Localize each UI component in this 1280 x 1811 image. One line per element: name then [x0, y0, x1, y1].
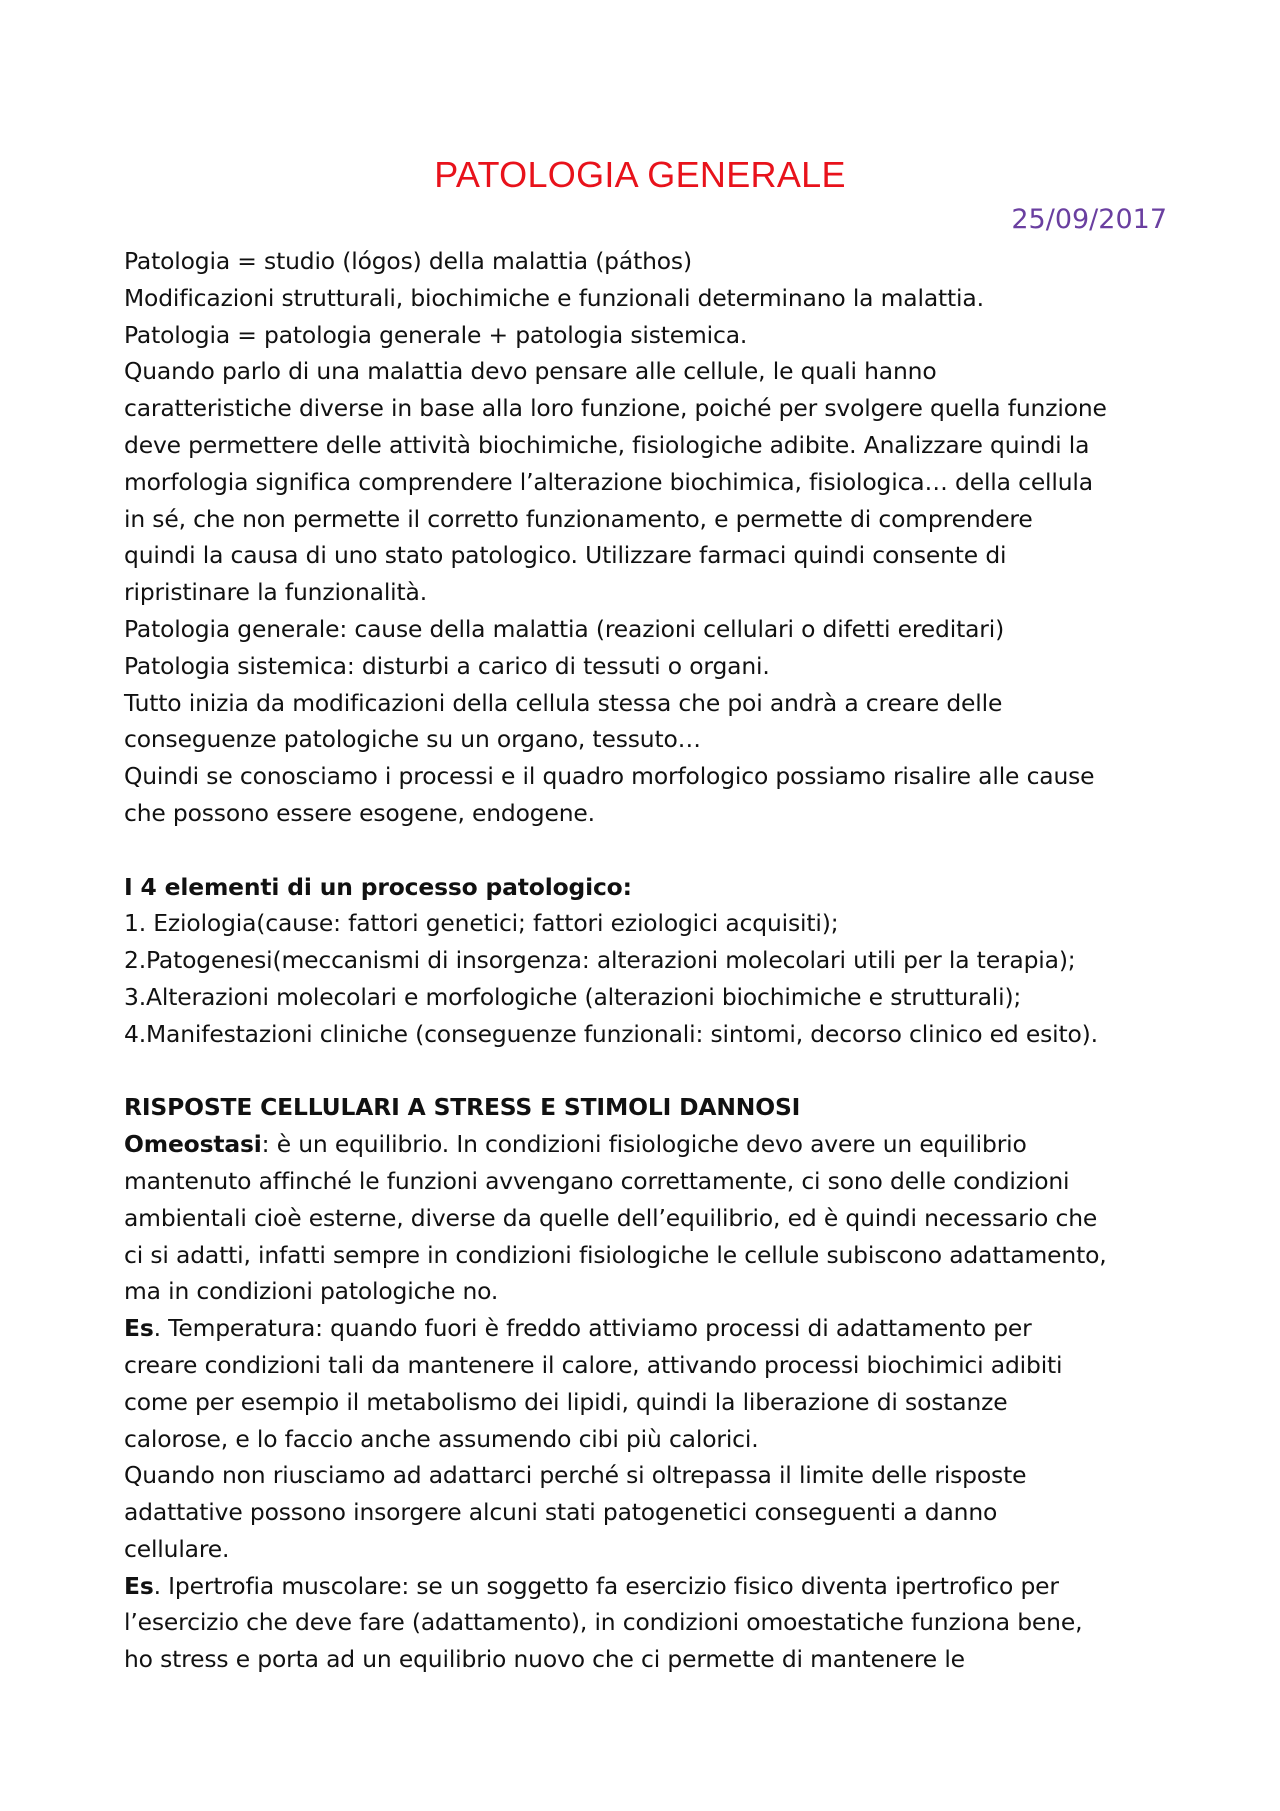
text-line: calorose, e lo faccio anche assumendo cibi più calorici.: [124, 1424, 759, 1453]
document-title: PATOLOGIA GENERALE: [434, 154, 846, 195]
text-line: adattative possono insorgere alcuni stati patogenetici conseguenti a danno: [124, 1498, 998, 1527]
term-es: Es: [124, 1571, 154, 1600]
text-line: creare condizioni tali da mantenere il calore, attivando processi biochimici adibiti: [124, 1350, 1063, 1379]
text-line: Modificazioni strutturali, biochimiche e funzionali determinano la malattia.: [124, 283, 984, 312]
text-line: Patologia sistemica: disturbi a carico di tessuti o organi.: [124, 651, 770, 680]
text-line: quindi la causa di uno stato patologico. Utilizzare farmaci quindi consente di: [124, 541, 1007, 570]
text-line: [124, 1126, 1184, 1163]
text-line: ripristinare la funzionalità.: [124, 578, 428, 607]
paragraph-spacer: [124, 1053, 1184, 1090]
text-line: cellulare.: [124, 1534, 230, 1563]
document-body: [124, 243, 1184, 1678]
text-line: conseguenze patologiche su un organo, tessuto…: [124, 725, 701, 754]
text-line: in sé, che non permette il corretto funzionamento, e permette di comprendere: [124, 504, 1033, 533]
text-line: ho stress e porta ad un equilibrio nuovo che ci permette di mantenere le: [124, 1645, 965, 1674]
text-line: [124, 1310, 1184, 1347]
text-line: morfologia significa comprendere l’alterazione biochimica, fisiologica… della cellula: [124, 467, 1093, 496]
text-line: che possono essere esogene, endogene.: [124, 798, 595, 827]
text-line: caratteristiche diverse in base alla loro funzione, poiché per svolgere quella funzione: [124, 394, 1107, 423]
text-line: Tutto inizia da modificazioni della cellula stessa che poi andrà a creare delle: [124, 688, 1003, 717]
term-es: Es: [124, 1314, 154, 1343]
text-line: Patologia generale: cause della malattia (reazioni cellulari o difetti ereditari): [124, 614, 1005, 643]
text-line: ma in condizioni patologiche no.: [124, 1277, 499, 1306]
text-line: deve permettere delle attività biochimiche, fisiologiche adibite. Analizzare quindi la: [124, 430, 1090, 459]
section-heading-stress: RISPOSTE CELLULARI A STRESS E STIMOLI DANNOSI: [124, 1093, 801, 1122]
text-line: Quando parlo di una malattia devo pensare alle cellule, le quali hanno: [124, 357, 937, 386]
list-item: 2.Patogenesi(meccanismi di insorgenza: alterazioni molecolari utili per la terapia);: [124, 946, 1076, 975]
section-heading-elements: I 4 elementi di un processo patologico:: [124, 872, 632, 901]
text-line: Quindi se conosciamo i processi e il quadro morfologico possiamo risalire alle cause: [124, 762, 1095, 791]
text-fragment: . Ipertrofia muscolare: se un soggetto fa esercizio fisico diventa ipertrofico per: [153, 1571, 1059, 1600]
text-line: Quando non riusciamo ad adattarci perché si oltrepassa il limite delle risposte: [124, 1461, 1027, 1490]
document-date: 25/09/2017: [1011, 204, 1167, 235]
text-line: mantenuto affinché le funzioni avvengano correttamente, ci sono delle condizioni: [124, 1166, 1070, 1195]
text-line: ci si adatti, infatti sempre in condizioni fisiologiche le cellule subiscono adattamento,: [124, 1240, 1107, 1269]
text-fragment: . Temperatura: quando fuori è freddo attiviamo processi di adattamento per: [153, 1314, 1032, 1343]
text-line: Patologia = studio (lógos) della malattia (páthos): [124, 247, 692, 275]
text-line: l’esercizio che deve fare (adattamento), in condizioni omoestatiche funziona bene,: [124, 1608, 1083, 1637]
list-item: 4.Manifestazioni cliniche (conseguenze funzionali: sintomi, decorso clinico ed esito).: [124, 1019, 1098, 1048]
text-line: [124, 1568, 1184, 1605]
paragraph-spacer: [124, 832, 1184, 869]
list-item: 1. Eziologia(cause: fattori genetici; fattori eziologici acquisiti);: [124, 909, 839, 938]
list-item: 3.Alterazioni molecolari e morfologiche (alterazioni biochimiche e strutturali);: [124, 982, 1022, 1011]
text-fragment: : è un equilibrio. In condizioni fisiologiche devo avere un equilibrio: [261, 1130, 1027, 1159]
term-omeostasi: Omeostasi: [124, 1130, 262, 1159]
text-line: ambientali cioè esterne, diverse da quelle dell’equilibrio, ed è quindi necessario che: [124, 1203, 1098, 1232]
text-line: Patologia = patologia generale + patologia sistemica.: [124, 320, 748, 349]
text-line: come per esempio il metabolismo dei lipidi, quindi la liberazione di sostanze: [124, 1387, 1008, 1416]
